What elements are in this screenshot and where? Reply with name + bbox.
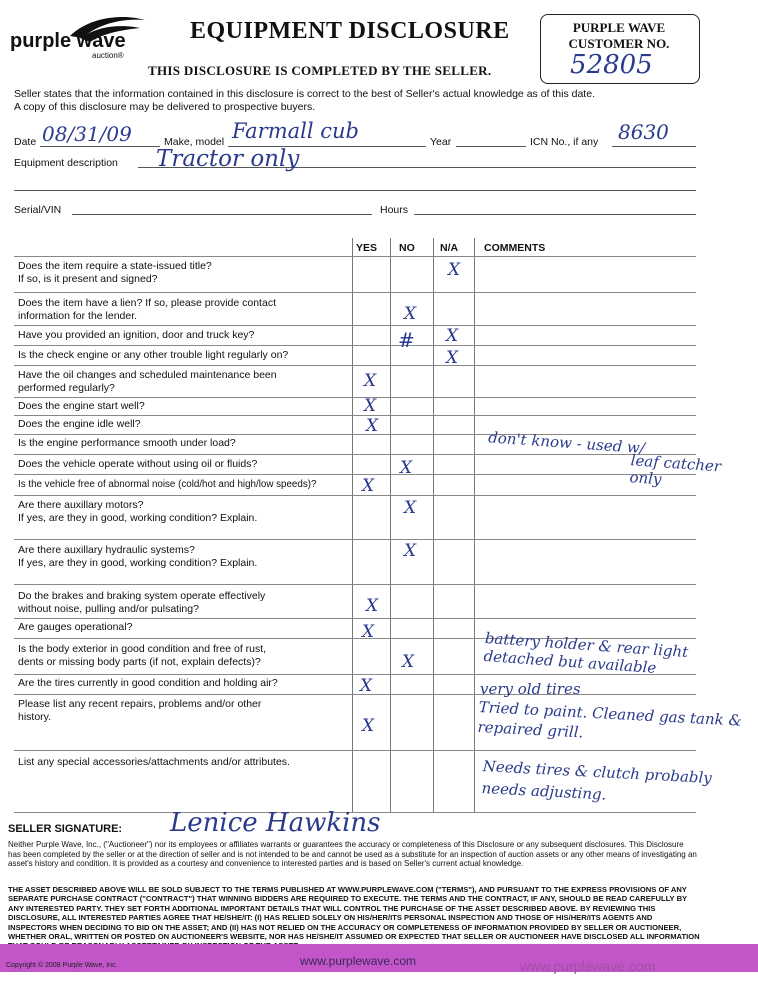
row-divider: [14, 495, 696, 496]
mark-aux-motors-no: X: [404, 498, 417, 518]
customer-number-value: 52805: [570, 50, 653, 80]
question-abnormal-noise: Is the vehicle free of abnormal noise (cold/hot and high/low speeds)?: [18, 479, 317, 490]
footer-url[interactable]: www.purplewave.com: [300, 954, 417, 968]
make-model-label: Make, model: [164, 136, 225, 148]
comment-recent-repairs: Tried to paint. Cleaned gas tank & repaired grill.: [477, 697, 743, 742]
seller-signature: Lenice Hawkins: [170, 808, 381, 838]
row-divider: [14, 674, 696, 675]
icn-value: 8630: [618, 120, 669, 144]
mark-lien-no: X: [404, 304, 417, 324]
intro-text: Seller states that the information contained in this disclosure is correct to the best of Seller's actual knowledge as of this date. A copy of this disclosure may be delivered to prospective buyers.: [14, 88, 595, 113]
hours-line: [414, 214, 696, 215]
customer-number-label: PURPLE WAVE CUSTOMER NO.: [568, 20, 670, 51]
col-na-header: N/A: [440, 242, 459, 254]
date-value: 08/31/09: [42, 122, 132, 146]
description-label: Equipment description: [14, 157, 118, 169]
mark-brakes-yes: X: [366, 596, 379, 616]
year-label: Year: [430, 136, 452, 148]
row-divider: [14, 584, 696, 585]
question-engine-idle: Does the engine idle well?: [18, 418, 141, 430]
row-divider: [14, 256, 696, 257]
mark-body-no: X: [402, 652, 415, 672]
row-divider: [14, 539, 696, 540]
question-engine-performance: Is the engine performance smooth under load?: [18, 437, 236, 449]
description-value: Tractor only: [156, 146, 300, 172]
mark-oil-changes-yes: X: [364, 371, 377, 391]
mark-gauges-yes: X: [362, 622, 375, 642]
question-accessories: List any special accessories/attachments and/or attributes.: [18, 756, 290, 768]
mark-keys-no-struck: #: [398, 328, 415, 352]
date-line: [40, 146, 160, 147]
question-recent-repairs: Please list any recent repairs, problems and/or other history.: [18, 698, 262, 723]
comment-accessories: Needs tires & clutch probably needs adjusting.: [481, 757, 713, 804]
logo-subtext: auction®: [92, 51, 124, 60]
question-check-engine: Is the check engine or any other trouble light regularly on?: [18, 349, 289, 361]
row-divider: [14, 365, 696, 366]
row-divider: [14, 750, 696, 751]
question-title: Does the item require a state-issued title? If so, is it present and signed?: [18, 260, 212, 285]
comment-body-exterior: battery holder & rear light detached but available: [483, 628, 689, 677]
question-gauges: Are gauges operational?: [18, 621, 133, 633]
row-divider: [14, 325, 696, 326]
legal-terms-text: THE ASSET DESCRIBED ABOVE WILL BE SOLD SUBJECT TO THE TERMS PUBLISHED AT WWW.PURPLEWAVE.COM ("TERMS"), AND PURSUANT TO THE EXPRESS PROVISIONS OF ANY SEPARATE PURCHASE CONTRACT ("CONTRACT") THAT WINNING BIDDERS ARE REQUIRED TO EXECUTE. THE TERMS AND THE CONTRACT, IF ANY, SHOULD BE READ CAREFULLY BY ANY INTERESTED PARTY. THEY SET FORTH ADDITIONAL IMPORTANT DETAILS THAT WILL CONTROL THE PURCHASE OF THE ASSET DESCRIBED ABOVE. BY REVIEWING THIS DISCLOSURE, ALL INTERESTED PARTIES AGREE THAT HE/SHE/IT: (I) HAS RELIED SOLELY ON HIS/HER/ITS PERSONAL INSPECTION AND THOSE OF HIS/HER/ITS AGENTS AND INSPECTORS WHEN DECIDING TO BID ON THE ASSET; AND (II) HAS NOT RELIED ON THE ACCURACY OR COMPLETENESS OF INFORMATION PROVIDED BY SELLER OR AUCTIONEER, WHETHER ORAL, WRITTEN OR POSTED ON AUCTIONEER'S WEBSITE, NOR HAS HE/SHE/IT ASSUMED OR EXPECTED THAT SELLER OR AUCTIONEER HAVE DISCLOSED ALL INFORMATION: [8, 885, 700, 942]
icn-label: ICN No., if any: [530, 136, 599, 148]
mark-engine-idle-yes: X: [366, 416, 379, 436]
description-line-2: [14, 190, 696, 191]
year-line: [456, 146, 526, 147]
icn-line: [612, 146, 696, 147]
row-divider: [14, 397, 696, 398]
row-divider: [14, 454, 696, 455]
mark-repairs-yes: X: [362, 716, 375, 736]
row-divider: [14, 618, 696, 619]
question-oil-fluids: Does the vehicle operate without using oil or fluids?: [18, 458, 258, 470]
row-divider: [14, 345, 696, 346]
hours-label: Hours: [380, 204, 409, 216]
page-title: EQUIPMENT DISCLOSURE: [190, 18, 510, 44]
col-comments-header: COMMENTS: [484, 242, 546, 254]
mark-engine-start-yes: X: [364, 396, 377, 416]
mark-check-engine-na: X: [446, 348, 459, 368]
logo-wordmark: purple wave: [10, 30, 126, 52]
question-engine-start: Does the engine start well?: [18, 400, 145, 412]
mark-aux-hydraulics-no: X: [404, 541, 417, 561]
col-no-header: NO: [399, 242, 415, 254]
question-aux-motors: Are there auxillary motors? If yes, are they in good, working condition? Explain.: [18, 499, 258, 524]
page-subtitle: THIS DISCLOSURE IS COMPLETED BY THE SELLER.: [148, 63, 492, 78]
question-tires: Are the tires currently in good condition and holding air?: [18, 677, 278, 689]
mark-oil-fluids-no: X: [400, 458, 413, 478]
col-yes-header: YES: [356, 242, 378, 254]
comment-tires: very old tires: [480, 680, 581, 698]
mark-keys-na: X: [446, 326, 459, 346]
make-model-value: Farmall cub: [232, 119, 359, 143]
seller-signature-label: SELLER SIGNATURE:: [8, 823, 123, 835]
question-oil-changes: Have the oil changes and scheduled maintenance been performed regularly?: [18, 369, 277, 394]
mark-title-na: X: [448, 260, 461, 280]
row-divider: [14, 415, 696, 416]
footer-url-watermark: www.purplewave.com: [520, 958, 656, 974]
question-body-exterior: Is the body exterior in good condition and free of rust, dents or missing body parts (if not, explain defects)?: [18, 643, 267, 668]
row-divider: [14, 474, 696, 475]
question-aux-hydraulics: Are there auxillary hydraulic systems? If yes, are they in good, working condition? Explain.: [18, 544, 258, 569]
question-brakes: Do the brakes and braking system operate effectively without noise, pulling and/or pulsating?: [18, 590, 266, 615]
disclaimer-text: Neither Purple Wave, Inc., ("Auctioneer") nor its employees or affiliates warrants or guarantees the accuracy or completeness of this Disclosure or any subsequent disclosures. This Disclosure has been completed by the seller or at the direction of seller and is not intended to be and cannot be used as a substitute for an inspection of auction assets or any other means of investigating an asset's history and condition. It is provided as a courtesy and convenience to interested parties and is based on Seller's current actual knowledge.: [8, 840, 697, 869]
date-label: Date: [14, 136, 37, 148]
comment-oil-fluids: leaf catcher only: [628, 451, 722, 489]
serial-line: [72, 214, 372, 215]
comment-engine-performance: don't know - used w/: [487, 428, 646, 458]
mark-tires-yes: X: [360, 676, 373, 696]
question-lien: Does the item have a lien? If so, please provide contact information for the lender.: [18, 297, 276, 322]
serial-label: Serial/VIN: [14, 204, 62, 216]
row-divider: [14, 292, 696, 293]
mark-noise-yes: X: [362, 476, 375, 496]
copyright-text: Copyright © 2008 Purple Wave, Inc.: [6, 962, 118, 969]
question-keys: Have you provided an ignition, door and truck key?: [18, 329, 255, 341]
